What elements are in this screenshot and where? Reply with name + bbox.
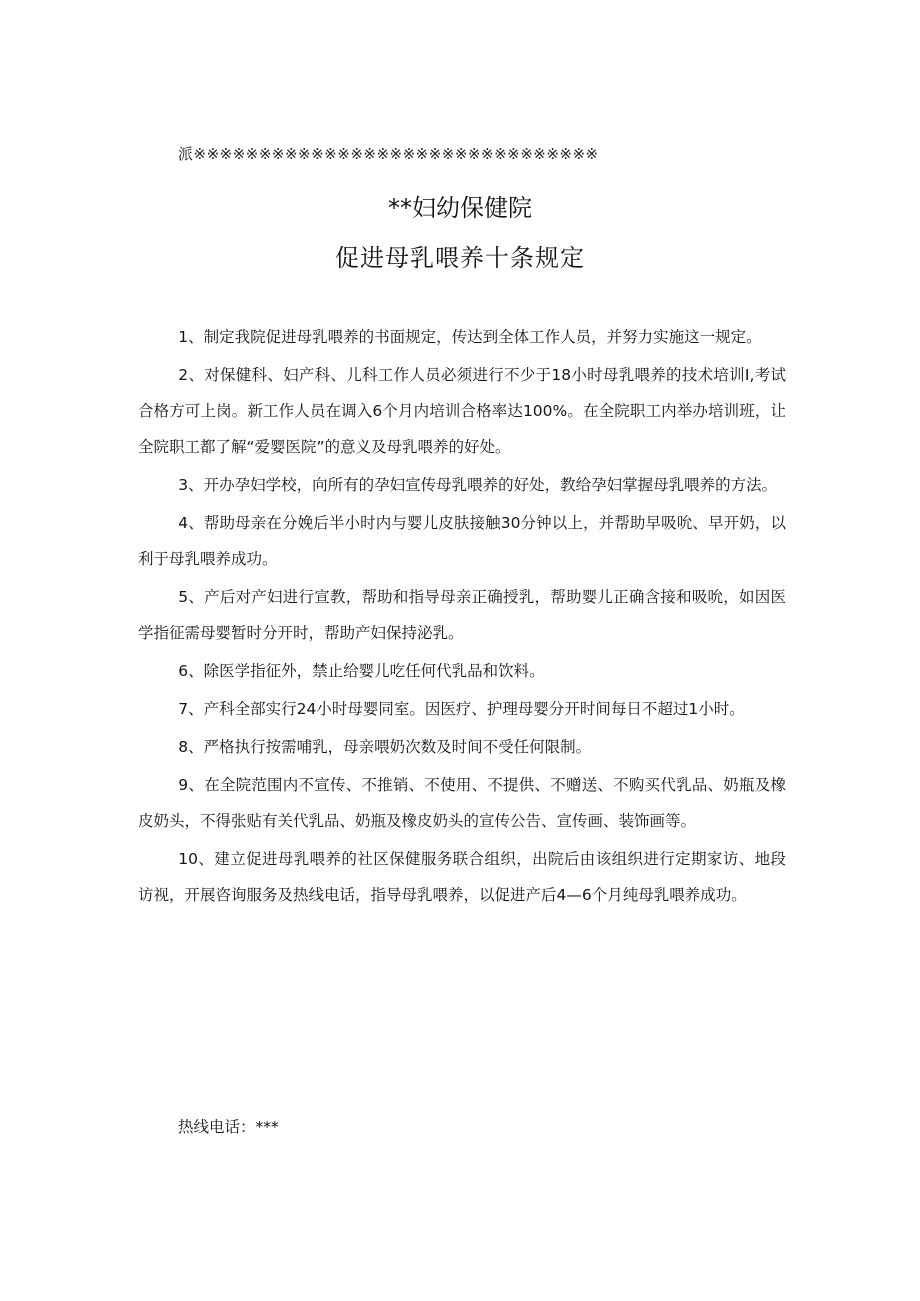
rule-item-7: 7、产科全部实行24小时母婴同室。因医疗、护理母婴分开时间每日不超过1小时。 [178, 700, 745, 718]
rule-item-1: 1、制定我院促进母乳喂养的书面规定，传达到全体工作人员，并努力实施这一规定。 [178, 328, 762, 346]
rules-list [138, 319, 786, 915]
rule-item-10: 10、建立促进母乳喂养的社区保健服务联合组织，出院后由该组织进行定期家访、地段访视，开展咨询服务及热线电话，指导母乳喂养，以促进产后4—6个月纯母乳喂养成功。 [138, 850, 786, 904]
rule-item-8: 8、严格执行按需哺乳，母亲喂奶次数及时间不受任何限制。 [178, 738, 592, 756]
rule-item-6: 6、除医学指征外，禁止给婴儿吃任何代乳品和饮料。 [178, 662, 545, 680]
header-mark: 派※※※※※※※※※※※※※※※※※※※※※※※※※※※※※※※ [178, 145, 599, 163]
hotline-text: 热线电话：*** [178, 1118, 279, 1136]
rule-item-2: 2、对保健科、妇产科、儿科工作人员必须进行不少于18小时母乳喂养的技术培训I,考试合格方可上岗。新工作人员在调入6个月内培训合格率达100%。在全院职工内举办培训班，让全院职工都了解“爱婴医院”的意义及母乳喂养的好处。 [138, 366, 786, 456]
rule-item-3: 3、开办孕妇学校，向所有的孕妇宣传母乳喂养的好处，教给孕妇掌握母乳喂养的方法。 [178, 476, 778, 494]
rule-item-4: 4、帮助母亲在分娩后半小时内与婴儿皮肤接触30分钟以上，并帮助早吸吮、早开奶，以利于母乳喂养成功。 [138, 514, 786, 568]
document-title: 促进母乳喂养十条规定 [335, 244, 585, 272]
organization-title: **妇幼保健院 [388, 194, 532, 222]
rule-item-9: 9、在全院范围内不宣传、不推销、不使用、不提供、不赠送、不购买代乳品、奶瓶及橡皮奶头，不得张贴有关代乳品、奶瓶及橡皮奶头的宣传公告、宣传画、装饰画等。 [138, 776, 786, 830]
rule-item-5: 5、产后对产妇进行宣教，帮助和指导母亲正确授乳，帮助婴儿正确含接和吸吮，如因医学指征需母婴暂时分开时，帮助产妇保持泌乳。 [138, 588, 786, 642]
